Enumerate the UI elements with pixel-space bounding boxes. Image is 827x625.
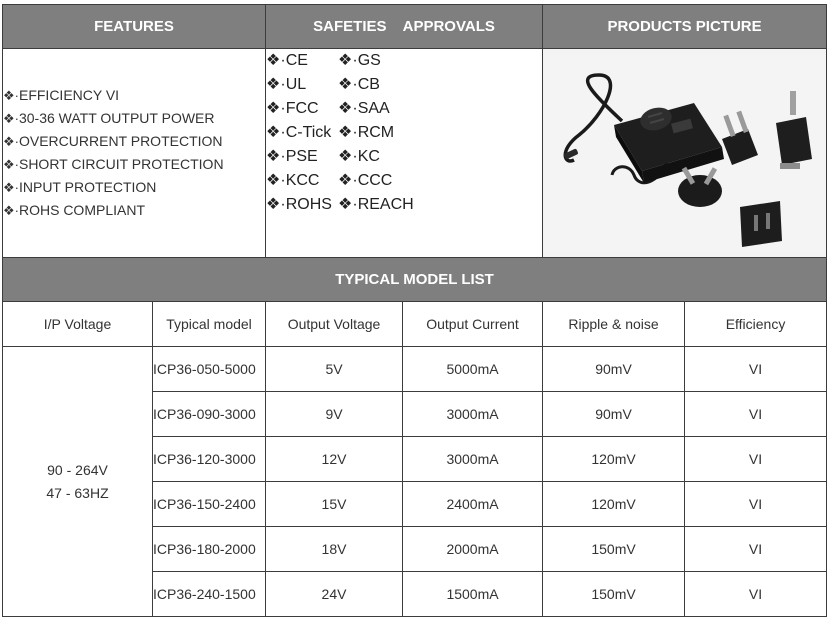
approval-mark: ROHS xyxy=(285,196,332,213)
output-voltage-cell: 18V xyxy=(266,527,403,572)
diamond-bullet-icon: ❖· xyxy=(338,196,358,213)
diamond-bullet-icon: ❖· xyxy=(338,100,358,117)
output-voltage-cell: 24V xyxy=(266,572,403,617)
approval-mark: KC xyxy=(357,148,380,165)
output-current-cell: 3000mA xyxy=(403,437,543,482)
approval-row xyxy=(266,193,542,217)
approval-mark: REACH xyxy=(357,196,414,213)
efficiency-cell: VI xyxy=(685,572,827,617)
approval-row xyxy=(266,97,542,121)
table-row xyxy=(3,347,827,392)
diamond-bullet-icon: ❖· xyxy=(3,203,19,218)
output-voltage-cell: 12V xyxy=(266,437,403,482)
diamond-bullet-icon: ❖· xyxy=(338,124,358,141)
model-cell: ICP36-090-3000 xyxy=(153,392,266,437)
diamond-bullet-icon: ❖· xyxy=(3,134,19,149)
ripple-cell: 150mV xyxy=(543,572,685,617)
model-list-header-row xyxy=(3,258,827,302)
diamond-bullet-icon: ❖· xyxy=(338,148,358,165)
output-current-cell: 2400mA xyxy=(403,482,543,527)
output-voltage-cell: 15V xyxy=(266,482,403,527)
safeties-approvals-header: SAFETIES APPROVALS xyxy=(266,5,543,49)
diamond-bullet-icon: ❖· xyxy=(338,76,358,93)
diamond-bullet-icon: ❖· xyxy=(266,52,286,69)
product-picture-cell xyxy=(543,49,827,258)
approval-mark: PSE xyxy=(285,148,318,165)
spec-table xyxy=(2,4,827,617)
efficiency-cell: VI xyxy=(685,392,827,437)
approval-mark: CE xyxy=(285,52,308,69)
model-cell: ICP36-180-2000 xyxy=(153,527,266,572)
diamond-bullet-icon: ❖· xyxy=(266,76,286,93)
approval-mark: GS xyxy=(357,52,381,69)
approval-row xyxy=(266,121,542,145)
diamond-bullet-icon: ❖· xyxy=(266,196,286,213)
col-efficiency: Efficiency xyxy=(685,302,827,347)
column-header-row xyxy=(3,302,827,347)
model-cell: ICP36-240-1500 xyxy=(153,572,266,617)
ripple-cell: 120mV xyxy=(543,482,685,527)
col-ip-voltage: I/P Voltage xyxy=(3,302,153,347)
output-current-cell: 2000mA xyxy=(403,527,543,572)
ripple-cell: 120mV xyxy=(543,437,685,482)
input-voltage-range: 90 - 264V xyxy=(47,461,108,478)
approval-row xyxy=(266,73,542,97)
diamond-bullet-icon: ❖· xyxy=(338,52,358,69)
feature-item: ❖·30-36 WATT OUTPUT POWER xyxy=(3,110,215,126)
output-current-cell: 5000mA xyxy=(403,347,543,392)
diamond-bullet-icon: ❖· xyxy=(266,100,286,117)
model-cell: ICP36-050-5000 xyxy=(153,347,266,392)
col-output-voltage: Output Voltage xyxy=(266,302,403,347)
efficiency-cell: VI xyxy=(685,437,827,482)
input-voltage-cell xyxy=(3,347,153,617)
ripple-cell: 90mV xyxy=(543,347,685,392)
approval-row xyxy=(266,145,542,169)
ripple-cell: 150mV xyxy=(543,527,685,572)
feature-item: ❖·OVERCURRENT PROTECTION xyxy=(3,133,223,149)
output-voltage-cell: 9V xyxy=(266,392,403,437)
approval-mark: C-Tick xyxy=(285,124,332,141)
efficiency-cell: VI xyxy=(685,482,827,527)
output-current-cell: 3000mA xyxy=(403,392,543,437)
feature-item: ❖·INPUT PROTECTION xyxy=(3,179,157,195)
output-voltage-cell: 5V xyxy=(266,347,403,392)
efficiency-cell: VI xyxy=(685,347,827,392)
section-header-row xyxy=(3,5,827,49)
diamond-bullet-icon: ❖· xyxy=(3,88,19,103)
input-frequency-range: 47 - 63HZ xyxy=(46,484,109,501)
efficiency-cell: VI xyxy=(685,527,827,572)
features-header: FEATURES xyxy=(3,5,266,49)
approval-mark: KCC xyxy=(285,172,320,189)
diamond-bullet-icon: ❖· xyxy=(3,157,19,172)
approval-mark: SAA xyxy=(357,100,390,117)
overview-row xyxy=(3,49,827,258)
diamond-bullet-icon: ❖· xyxy=(266,124,286,141)
diamond-bullet-icon: ❖· xyxy=(266,172,286,189)
col-output-current: Output Current xyxy=(403,302,543,347)
feature-item: ❖·ROHS COMPLIANT xyxy=(3,202,145,218)
approvals-list xyxy=(266,49,543,258)
col-typical-model: Typical model xyxy=(153,302,266,347)
model-cell: ICP36-120-3000 xyxy=(153,437,266,482)
approval-mark: CB xyxy=(357,76,380,93)
diamond-bullet-icon: ❖· xyxy=(3,111,19,126)
power-adapter-image xyxy=(544,55,826,251)
diamond-bullet-icon: ❖· xyxy=(266,148,286,165)
products-picture-header: PRODUCTS PICTURE xyxy=(543,5,827,49)
ripple-cell: 90mV xyxy=(543,392,685,437)
approval-mark: FCC xyxy=(285,100,319,117)
typical-model-list-header: TYPICAL MODEL LIST xyxy=(3,258,827,302)
diamond-bullet-icon: ❖· xyxy=(338,172,358,189)
model-cell: ICP36-150-2400 xyxy=(153,482,266,527)
approval-mark: CCC xyxy=(357,172,393,189)
feature-item: ❖·SHORT CIRCUIT PROTECTION xyxy=(3,156,224,172)
approval-row xyxy=(266,169,542,193)
approval-mark: UL xyxy=(285,76,307,93)
col-ripple-noise: Ripple & noise xyxy=(543,302,685,347)
us-plug-icon xyxy=(740,201,782,247)
diamond-bullet-icon: ❖· xyxy=(3,180,19,195)
output-current-cell: 1500mA xyxy=(403,572,543,617)
approval-row xyxy=(266,49,542,73)
feature-item: ❖·EFFICIENCY VI xyxy=(3,87,120,103)
approval-mark: RCM xyxy=(357,124,395,141)
features-list xyxy=(3,49,266,258)
